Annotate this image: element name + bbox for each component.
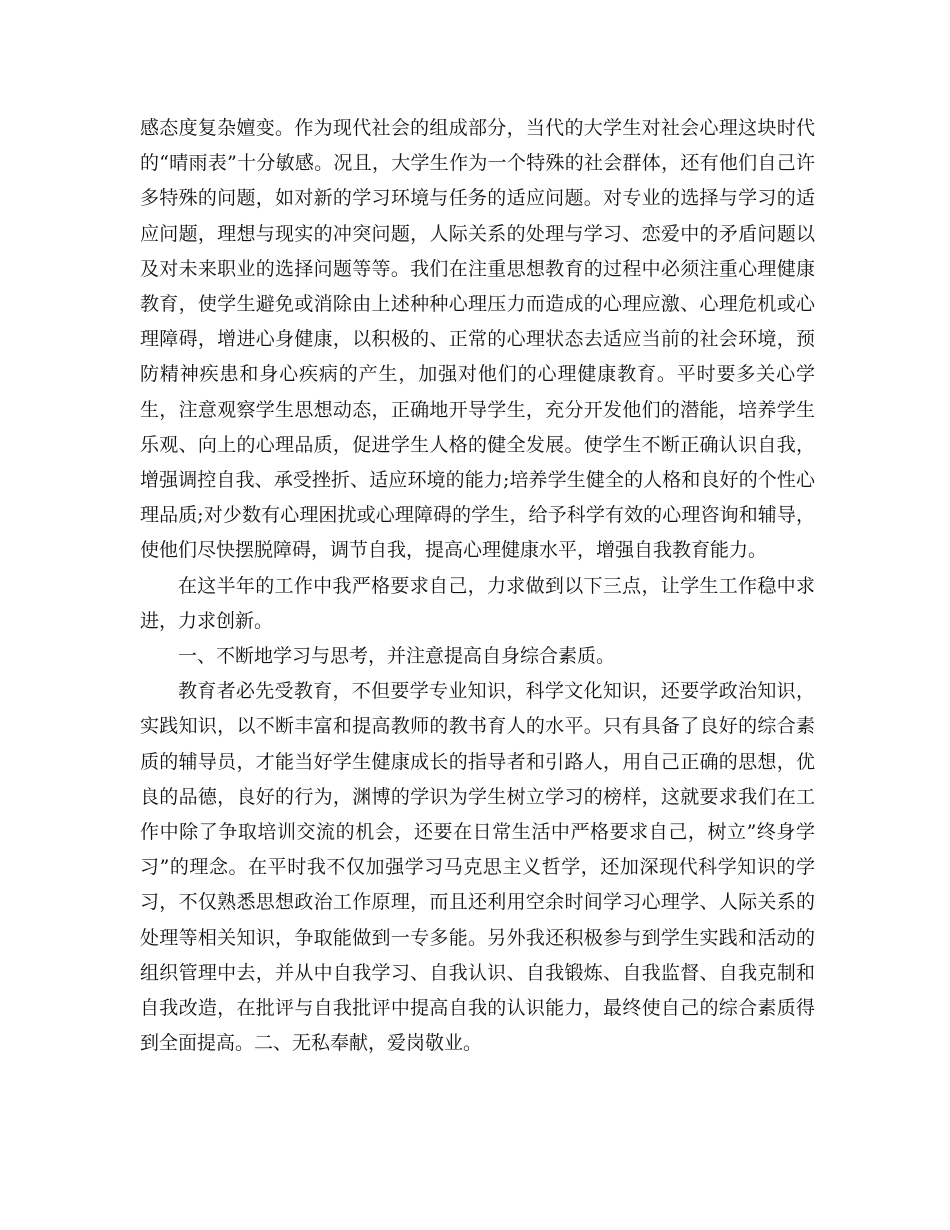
paragraph-self-improvement: 教育者必先受教育，不但要学专业知识，科学文化知识，还要学政治知识，实践知识，以不断丰富和提高教师的教书育人的水平。只有具备了良好的综合素质的辅导员，才能当好学生健康成长的指导者和引路人，用自己正确的思想，优良的品德，良好的行为，渊博的学识为学生树立学习的榜样，这就要求我们在工作中除了争取培训交流的机会，还要在日常生活中严格要求自己，树立”终身学习”的理念。在平时我不仅加强学习马克思主义哲学，还加深现代科学知识的学习，不仅熟悉思想政治工作原理，而且还利用空余时间学习心理学、人际关系的处理等相关知识，争取能做到一专多能。另外我还积极参与到学生实践和活动的组织管理中去，并从中自我学习、自我认识、自我锻炼、自我监督、自我克制和自我改造，在批评与自我批评中提高自我的认识能力，最终使自己的综合素质得到全面提高。二、无私奉献，爱岗敬业。 (140, 680, 815, 1055)
section-heading-learning: 一、不断地学习与思考，并注意提高自身综合素质。 (178, 645, 616, 668)
paragraph-work-goals: 在这半年的工作中我严格要求自己，力求做到以下三点，让学生工作稳中求进，力求创新。 (140, 574, 815, 632)
paragraph-psychology-education: 感态度复杂嬗变。作为现代社会的组成部分，当代的大学生对社会心理这块时代的“晴雨表”十分敏感。况且，大学生作为一个特殊的社会群体，还有他们自己许多特殊的问题，如对新的学习环境与任务的适应问题。对专业的选择与学习的适应问题，理想与现实的冲突问题，人际关系的处理与学习、恋爱中的矛盾问题以及对未来职业的选择问题等等。我们在注重思想教育的过程中必须注重心理健康教育，使学生避免或消除由上述种种心理压力而造成的心理应激、心理危机或心理障碍，增进心身健康，以积极的、正常的心理状态去适应当前的社会环境，预防精神疾患和身心疾病的产生，加强对他们的心理健康教育。平时要多关心学生，注意观察学生思想动态，正确地开导学生，充分开发他们的潜能，培养学生乐观、向上的心理品质，促进学生人格的健全发展。使学生不断正确认识自我，增强调控自我、承受挫折、适应环境的能力;培养学生健全的人格和良好的个性心理品质;对少数有心理困扰或心理障碍的学生，给予科学有效的心理咨询和辅导，使他们尽快摆脱障碍，调节自我，提高心理健康水平，增强自我教育能力。 (140, 117, 815, 562)
document-body (140, 111, 815, 1061)
